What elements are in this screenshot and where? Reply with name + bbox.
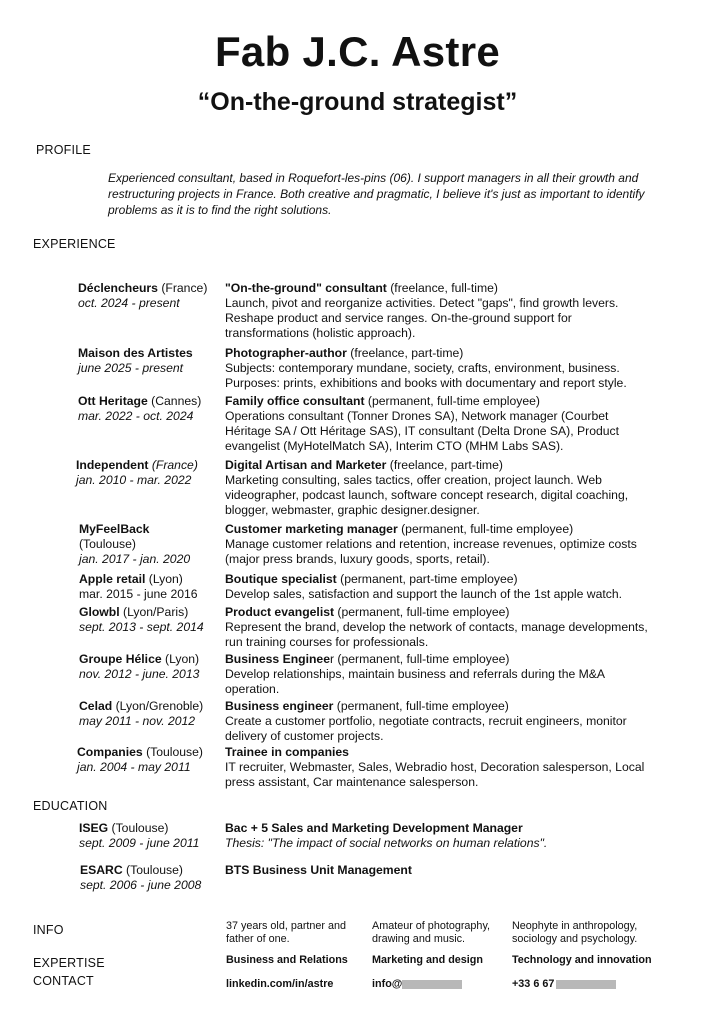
cv-tagline: “On-the-ground strategist”	[197, 88, 518, 116]
redacted-email-block	[402, 980, 462, 989]
experience-description: Develop sales, satisfaction and support the launch of the 1st apple watch.	[225, 587, 623, 601]
experience-role: Boutique specialist	[225, 572, 337, 586]
profile-summary: Experienced consultant, based in Roquefort-les-pins (06). I support managers in all their growth and restructuring projects in France. Both creative and pragmatic, I believe it's just as important to identify problems as it is to find the right solutions.	[108, 171, 645, 217]
experience-role-type: (permanent, part-time employee)	[336, 572, 518, 586]
experience-org-location: (France)	[157, 281, 208, 295]
section-profile-heading: PROFILE	[36, 143, 91, 157]
experience-dates: jan. 2004 - may 2011	[77, 760, 191, 774]
experience-dates: oct. 2024 - present	[78, 296, 180, 310]
experience-description: Represent the brand, develop the network of contacts, manage developments, run training courses for professionals.	[225, 620, 648, 649]
experience-org: Apple retail	[79, 572, 146, 586]
experience-org-location: (France)	[148, 458, 198, 472]
experience-org-location: (Lyon)	[145, 572, 183, 586]
education-dates: sept. 2009 - june 2011	[79, 836, 200, 850]
section-info-heading: INFO	[33, 923, 64, 937]
experience-role: Photographer-author	[225, 346, 347, 360]
experience-role-type: (permanent, full-time employee)	[334, 605, 510, 619]
experience-org: Celad	[79, 699, 113, 713]
contact-email-text: info@	[372, 978, 403, 990]
info-hobbies: Amateur of photography, drawing and music.	[372, 920, 491, 945]
experience-role: Product evangelist	[225, 605, 335, 619]
experience-description: Operations consultant (Tonner Drones SA), Network manager (Courbet Héritage SA / Ott Héritage SAS), IT consultant (Delta Drone SA), Product evangelist (MyHotelMatch SA), Interim CTO (MHM Labs SAS).	[225, 409, 620, 453]
section-expertise-heading: EXPERTISE	[33, 956, 105, 970]
expertise-technology: Technology and innovation	[512, 954, 652, 966]
section-education-heading: EDUCATION	[33, 799, 108, 813]
experience-role: Trainee in companies	[225, 745, 349, 759]
experience-dates: sept. 2013 - sept. 2014	[79, 620, 204, 634]
experience-org: Ott Heritage	[78, 394, 148, 408]
experience-org: Groupe Hélice	[79, 652, 162, 666]
info-interests: Neophyte in anthropology, sociology and psychology.	[512, 920, 638, 945]
contact-phone-text: +33 6 67	[512, 978, 555, 990]
education-school-location: (Toulouse)	[108, 821, 169, 835]
experience-org: Maison des Artistes	[78, 346, 193, 360]
section-contact-heading: CONTACT	[33, 974, 94, 988]
redacted-phone-block	[556, 980, 616, 989]
experience-role: Family office consultant	[225, 394, 365, 408]
experience-role: Business engineer	[225, 699, 334, 713]
expertise-business: Business and Relations	[226, 954, 348, 966]
experience-description: Manage customer relations and retention, increase revenues, optimize costs (major press brands, luxury goods, sports, retail).	[225, 537, 637, 566]
experience-role-type: (freelance, part-time)	[346, 346, 464, 360]
experience-dates: may 2011 - nov. 2012	[79, 714, 196, 728]
contact-linkedin[interactable]: linkedin.com/in/astre	[226, 978, 334, 990]
education-dates: sept. 2006 - june 2008	[80, 878, 202, 892]
experience-org: Glowbl	[79, 605, 120, 619]
experience-description: Subjects: contemporary mundane, society, crafts, environment, business. Purposes: prints, exhibitions and books with documentary and report style.	[225, 361, 627, 390]
education-thesis: Thesis: "The impact of social networks on human relations".	[225, 836, 548, 850]
education-degree: BTS Business Unit Management	[225, 863, 412, 877]
experience-role-type: (permanent, full-time employee)	[397, 522, 574, 536]
experience-dates: mar. 2015 - june 2016	[79, 587, 198, 601]
contact-email[interactable]	[372, 978, 507, 991]
education-school: ISEG	[79, 821, 109, 835]
experience-dates: mar. 2022 - oct. 2024	[78, 409, 194, 423]
experience-org: Independent	[76, 458, 149, 472]
experience-role-suffix: r	[329, 652, 335, 666]
experience-org-location: (Lyon/Paris)	[119, 605, 189, 619]
education-degree: Bac + 5 Sales and Marketing Development Manager	[225, 821, 523, 835]
experience-dates: jan. 2017 - jan. 2020	[79, 552, 191, 566]
contact-phone[interactable]	[512, 978, 682, 991]
experience-role-type: (freelance, full-time)	[386, 281, 498, 295]
education-school-location: (Toulouse)	[122, 863, 183, 877]
experience-org: MyFeelBack	[79, 522, 150, 536]
experience-org: Companies	[77, 745, 143, 759]
experience-dates: june 2025 - present	[78, 361, 184, 375]
experience-description: Create a customer portfolio, negotiate contracts, recruit engineers, monitor delivery of customer projects.	[225, 714, 627, 743]
experience-description: IT recruiter, Webmaster, Sales, Webradio host, Decoration salesperson, Local press assistant, Car maintenance salesperson.	[225, 760, 645, 789]
experience-description: Launch, pivot and reorganize activities. Detect "gaps", find growth levers. Reshape product and service ranges. On-the-ground support for transformations (holistic approach).	[225, 296, 619, 340]
experience-org-location: (Cannes)	[147, 394, 202, 408]
info-personal: 37 years old, partner and father of one.	[226, 920, 347, 945]
section-experience-heading: EXPERIENCE	[33, 237, 116, 251]
experience-role-type: (freelance, part-time)	[386, 458, 503, 472]
experience-org-location: (Toulouse)	[79, 537, 136, 551]
experience-role-type: (permanent, full-time employee)	[334, 652, 510, 666]
experience-role-type: (permanent, full-time employee)	[364, 394, 540, 408]
experience-org-location: (Toulouse)	[142, 745, 203, 759]
experience-description: Marketing consulting, sales tactics, offer creation, project launch. Web videographer, podcast launch, software concept research, digital coaching, blogger, webmaster, graphic designer.designer.	[225, 473, 629, 517]
experience-dates: nov. 2012 - june. 2013	[79, 667, 200, 681]
experience-description: Develop relationships, maintain business and referrals during the M&A operation.	[225, 667, 605, 696]
experience-role: Digital Artisan and Marketer	[225, 458, 387, 472]
experience-role-type: (permanent, full-time employee)	[333, 699, 509, 713]
education-school: ESARC	[80, 863, 123, 877]
experience-role: Business Enginee	[225, 652, 330, 666]
experience-role: Customer marketing manager	[225, 522, 398, 536]
experience-role: "On-the-ground" consultant	[225, 281, 387, 295]
experience-org-location: (Lyon)	[161, 652, 200, 666]
cv-name: Fab J.C. Astre	[214, 28, 501, 75]
experience-org: Déclencheurs	[78, 281, 158, 295]
experience-org-location: (Lyon/Grenoble)	[112, 699, 204, 713]
experience-dates: jan. 2010 - mar. 2022	[76, 473, 192, 487]
expertise-marketing: Marketing and design	[372, 954, 483, 966]
